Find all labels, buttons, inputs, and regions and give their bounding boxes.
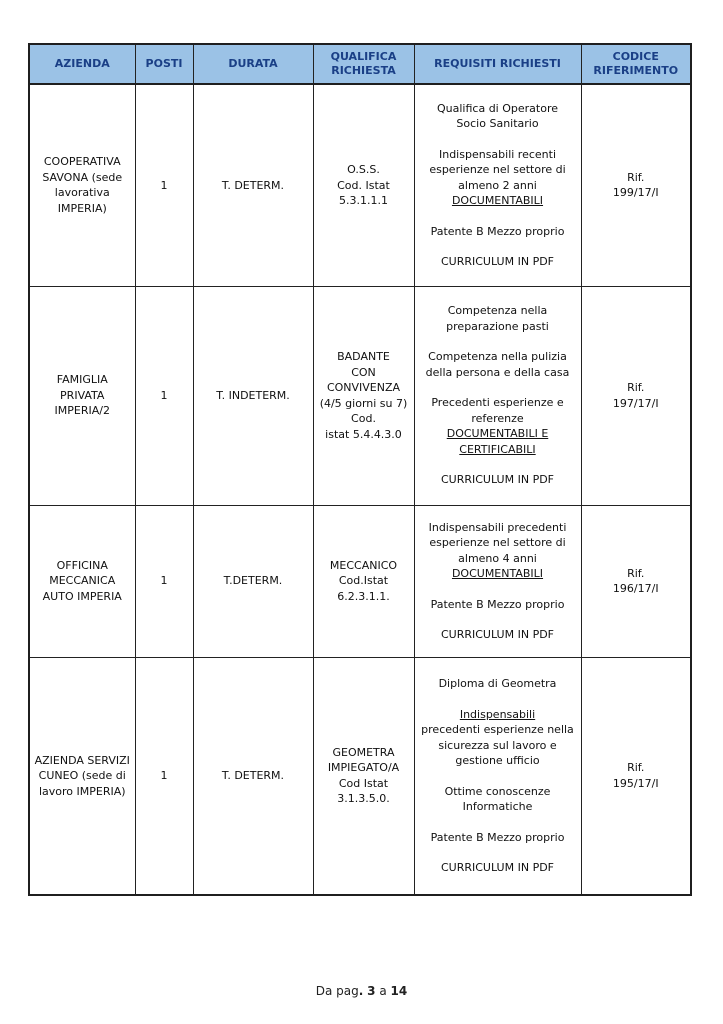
table-row (29, 84, 691, 286)
footer-middle: a (379, 984, 387, 998)
cell-line: Cod Istat (338, 776, 389, 790)
cell-line: MECCANICO (329, 558, 398, 572)
requirement-line: referenze (471, 411, 524, 425)
requirement-line: CERTIFICABILI (459, 442, 536, 456)
requirement-line: Patente B Mezzo proprio (430, 597, 565, 611)
cell-durata: T.DETERM. (193, 505, 313, 657)
requirement-line: Informatiche (462, 800, 533, 813)
cell-line: 5.3.1.1.1 (339, 194, 388, 207)
cell-requisiti (414, 505, 581, 657)
requirement-line: DOCUMENTABILI (451, 567, 544, 580)
cell-line: istat 5.4.4.3.0 (325, 427, 402, 441)
requirement-line: della persona e della casa (425, 365, 570, 379)
cell-line: Rif. (627, 566, 645, 580)
requirement-line: esperienze nel settore di (429, 536, 566, 549)
header-azienda: AZIENDA (29, 44, 135, 84)
job-listings-table (28, 43, 692, 896)
cell-line: Rif. (627, 381, 645, 394)
table-body (29, 84, 691, 895)
cell-line: Rif. (627, 761, 645, 775)
requirement-line: Competenza nella pulizia (428, 350, 567, 364)
cell-codice (581, 286, 691, 505)
requirement-line: CURRICULUM IN PDF (440, 473, 554, 487)
table-row (29, 286, 691, 505)
requirement-line: Socio Sanitario (456, 117, 539, 131)
cell-durata: T. DETERM. (193, 657, 313, 895)
requirement-line: gestione ufficio (455, 754, 540, 767)
cell-line: 197/17/I (612, 396, 659, 410)
cell-qualifica (313, 657, 414, 895)
requirement-line: Diploma di Geometra (438, 677, 557, 690)
cell-requisiti (414, 84, 581, 286)
cell-posti: 1 (135, 286, 193, 505)
header-qualifica: QUALIFICA RICHIESTA (313, 44, 414, 84)
footer-current-page: 3 (367, 984, 376, 998)
cell-line: CONVIVENZA (326, 381, 401, 394)
requirement-spacer (418, 769, 578, 784)
requirement-line: preparazione pasti (446, 319, 549, 333)
cell-posti: 1 (135, 505, 193, 657)
requirement-spacer (418, 132, 578, 147)
cell-line: BADANTE (337, 350, 390, 363)
requirement-spacer (418, 209, 578, 224)
cell-line: IMPIEGATO/A (327, 761, 400, 775)
cell-qualifica (313, 286, 414, 505)
cell-codice (581, 657, 691, 895)
footer-prefix: Da pag (315, 984, 359, 998)
requirement-line: Indispensabili (459, 707, 536, 721)
requirement-line: Ottime conoscenze (444, 784, 551, 798)
cell-line: 6.2.3.1.1. (337, 589, 390, 603)
requirement-line: DOCUMENTABILI (451, 194, 544, 208)
cell-requisiti (414, 286, 581, 505)
requirement-line: CURRICULUM IN PDF (440, 628, 554, 641)
requirement-spacer (418, 815, 578, 830)
requirement-spacer (418, 582, 578, 597)
requirement-line: sicurezza sul lavoro e (438, 738, 557, 752)
requirement-line: Patente B Mezzo proprio (430, 224, 565, 238)
footer-dot: . (358, 984, 364, 998)
cell-line: (4/5 giorni su 7) (319, 396, 408, 410)
cell-requisiti (414, 657, 581, 895)
cell-posti: 1 (135, 657, 193, 895)
cell-line: Rif. (627, 170, 645, 184)
requirement-spacer (418, 612, 578, 627)
table-row (29, 505, 691, 657)
header-requisiti: REQUISITI RICHIESTI (414, 44, 581, 84)
header-codice: CODICE RIFERIMENTO (581, 44, 691, 84)
cell-azienda: COOPERATIVA SAVONA (sede lavorativa IMPERIA) (29, 84, 135, 286)
requirement-line: esperienze nel settore di (429, 163, 566, 177)
requirement-line: CURRICULUM IN PDF (440, 861, 554, 874)
page-footer (0, 984, 723, 998)
cell-line: Cod. Istat (337, 178, 390, 192)
cell-line: CON (351, 365, 376, 379)
header-durata: DURATA (193, 44, 313, 84)
cell-line: 196/17/I (612, 582, 659, 595)
cell-line: 199/17/I (612, 186, 659, 200)
cell-qualifica (313, 84, 414, 286)
requirement-line: precedenti esperienze nella (421, 723, 574, 736)
requirement-line: DOCUMENTABILI E (446, 427, 549, 441)
cell-line: Cod. (351, 412, 376, 425)
requirement-spacer (418, 457, 578, 472)
requirement-line: Precedenti esperienze e (431, 396, 564, 410)
cell-line: 3.1.3.5.0. (337, 792, 390, 806)
requirement-spacer (418, 845, 578, 860)
requirement-line: almeno 4 anni (458, 551, 537, 565)
cell-codice (581, 84, 691, 286)
cell-qualifica (313, 505, 414, 657)
requirement-spacer (418, 380, 578, 395)
requirement-spacer (418, 692, 578, 707)
cell-azienda: OFFICINA MECCANICA AUTO IMPERIA (29, 505, 135, 657)
requirement-line: CURRICULUM IN PDF (440, 255, 554, 269)
cell-line: GEOMETRA (332, 745, 395, 759)
header-posti: POSTI (135, 44, 193, 84)
cell-line: O.S.S. (347, 163, 380, 176)
cell-codice (581, 505, 691, 657)
requirement-line: almeno 2 anni (458, 178, 537, 192)
cell-azienda: FAMIGLIA PRIVATA IMPERIA/2 (29, 286, 135, 505)
table-header-row (29, 44, 691, 84)
requirement-line: Indispensabili precedenti (428, 520, 567, 534)
requirement-line: Qualifica di Operatore (437, 101, 558, 115)
cell-durata: T. DETERM. (193, 84, 313, 286)
footer-total-pages: 14 (390, 984, 408, 998)
requirement-line: Competenza nella (447, 304, 548, 318)
cell-posti: 1 (135, 84, 193, 286)
requirement-spacer (418, 334, 578, 349)
cell-durata: T. INDETERM. (193, 286, 313, 505)
cell-line: Cod.Istat (338, 574, 389, 588)
requirement-line: Patente B Mezzo proprio (430, 830, 565, 844)
table-row (29, 657, 691, 895)
cell-line: 195/17/I (612, 776, 659, 790)
requirement-spacer (418, 239, 578, 254)
cell-azienda: AZIENDA SERVIZI CUNEO (sede di lavoro IMPERIA) (29, 657, 135, 895)
requirement-line: Indispensabili recenti (438, 147, 557, 161)
